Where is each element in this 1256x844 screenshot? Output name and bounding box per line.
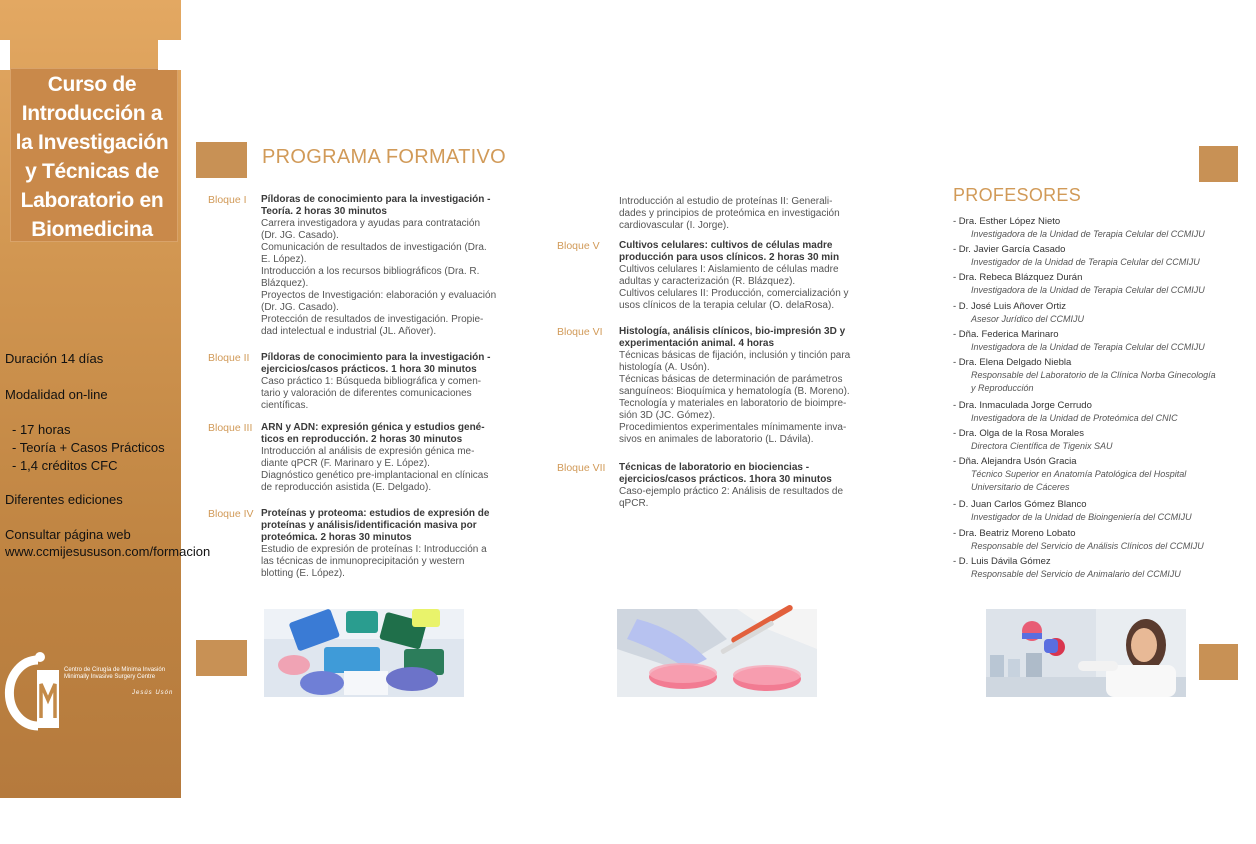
block-line: sivos en animales de laboratorio (L. Dávila). [619, 434, 814, 445]
block-line: Técnicas básicas de determinación de parámetros [619, 374, 843, 385]
professor-item [953, 328, 1253, 356]
block-line: Procedimientos experimentales mínimamente inva- [619, 422, 847, 433]
professors-heading: PROFESORES [953, 185, 1082, 205]
professor-name: - Dr. Javier García Casado [953, 244, 1066, 256]
professor-role: Universitario de Cáceres [971, 482, 1070, 493]
block-line: (Dr. JG. Casado). [261, 230, 339, 241]
course-title-line: Curso de [47, 73, 137, 96]
logo-line2: Minimally Invasive Surgery Centre [64, 674, 156, 680]
professor-name: - Dña. Federica Marinaro [953, 328, 1059, 340]
block-heading: Técnicas de laboratorio en biociencias - [619, 462, 810, 473]
credits-text: - 1,4 créditos CFC [12, 458, 118, 473]
professor-name: - D. Luis Dávila Gómez [953, 555, 1051, 567]
ccmi-logo [8, 650, 180, 740]
block-line: Carrera investigadora y ayudas para contratación [261, 218, 481, 229]
ccmi-logo-icon [8, 650, 62, 734]
decor-square [196, 142, 247, 178]
block-line: diante qPCR (F. Marinaro y E. López). [261, 458, 430, 469]
block-line: Cultivos celulares I: Aislamiento de células madre [619, 264, 839, 275]
block-line: Introducción al estudio de proteínas II: Generali- [619, 196, 833, 207]
professor-role: Responsable del Laboratorio de la Clínica Norba Ginecología [971, 369, 1216, 380]
hours-text: - 17 horas [12, 422, 71, 437]
block-line: dades y principios de proteómica en investigación [619, 208, 840, 219]
lab-photo-petri-image [617, 609, 817, 697]
consult-text: Consultar página web [5, 527, 131, 542]
decor-square [1199, 644, 1238, 680]
website-link[interactable]: www.ccmijesususon.com/formacion [5, 544, 211, 559]
block-line: sanguíneos: Bioquímica y hematología (B. Moreno). [619, 386, 850, 397]
block-heading: experimentación animal. 4 horas [619, 338, 775, 349]
block-heading: ticos en reproducción. 2 horas 30 minutos [261, 434, 463, 445]
professor-role: Investigadora de la Unidad de Terapia Celular del CCMIJU [971, 229, 1205, 239]
block-heading: Histología, análisis clínicos, bio-impresión 3D y [619, 326, 846, 337]
block-label: Bloque III [208, 422, 253, 434]
block-line: Caso práctico 1: Búsqueda bibliográfica y comen- [261, 376, 482, 387]
professor-item [953, 498, 1253, 526]
block-line: Caso-ejemplo práctico 2: Análisis de resultados de [619, 486, 844, 497]
professor-item [953, 243, 1253, 271]
professor-name: - Dra. Inmaculada Jorge Cerrudo [953, 399, 1092, 411]
professor-name: - D. José Luis Añover Ortiz [953, 300, 1066, 312]
block-line: Estudio de expresión de proteínas I: Introducción a [261, 544, 487, 555]
professor-name: - D. Juan Carlos Gómez Blanco [953, 499, 1087, 511]
block-heading: ejercicios/casos prácticos. 1 hora 30 minutos [261, 364, 477, 375]
lab-photo-scientist [986, 609, 1186, 697]
block-label: Bloque II [208, 352, 250, 364]
professor-item [953, 455, 1253, 498]
block-line: cardiovascular (I. Jorge). [619, 220, 730, 231]
professor-role: Directora Científica de Tigenix SAU [971, 441, 1113, 452]
professor-item [953, 555, 1253, 583]
professor-item [953, 271, 1253, 299]
professors-list [953, 215, 1253, 583]
course-title-line: la Investigación [15, 131, 169, 154]
lab-photo-scientist-image [986, 609, 1186, 697]
block-heading: Píldoras de conocimiento para la investigación - [261, 352, 491, 363]
block-heading: Proteínas y proteoma: estudios de expresión de [261, 508, 490, 519]
professor-role: y Reproducción [971, 382, 1034, 393]
sidebar [0, 0, 211, 798]
block-line: Técnicas básicas de fijación, inclusión y tinción para [619, 350, 851, 361]
block-heading: proteómica. 2 horas 30 minutos [261, 532, 412, 543]
block-line: (Dr. JG. Casado). [261, 302, 339, 313]
professor-item [953, 215, 1253, 243]
block-line: blotting (E. López). [261, 568, 345, 579]
course-title [4, 70, 180, 244]
block-line: usos clínicos de la terapia celular (O. delaRosa). [619, 300, 835, 311]
professor-role: Investigadora de la Unidad de Terapia Celular del CCMIJU [971, 285, 1205, 296]
professor-item [953, 300, 1253, 328]
professor-role: Investigadora de la Unidad de Proteómica del CNIC [971, 412, 1178, 423]
block-line: científicas. [261, 400, 309, 411]
block-line: Diagnóstico genético pre-implantacional en clínicas [261, 470, 489, 481]
block-line: Introducción al análisis de expresión génica me- [261, 446, 475, 457]
lab-photo-plates [264, 609, 464, 697]
block-line: las técnicas de inmunoprecipitación y western [261, 556, 465, 567]
decor-square [196, 640, 247, 676]
block-line: Comunicación de resultados de investigación (Dra. [261, 242, 487, 253]
lab-photo-plates-image [264, 609, 464, 697]
title-notch-right [158, 40, 181, 70]
block-line: adultas y caracterización (R. Blázquez). [619, 276, 796, 287]
block-line: sión 3D (JC. Gómez). [619, 410, 716, 421]
duration-text: Duración 14 días [5, 351, 104, 366]
professor-role: Asesor Jurídico del CCMIJU [971, 313, 1085, 324]
professor-name: - Dra. Elena Delgado Niebla [953, 356, 1072, 368]
block-line: dad intelectual e industrial (JL. Añover). [261, 326, 437, 337]
professor-item [953, 356, 1253, 399]
course-title-line: y Técnicas de [25, 160, 159, 183]
block-label: Bloque VII [557, 462, 606, 474]
professor-item [953, 427, 1253, 455]
block-line: E. López). [261, 254, 307, 265]
block-line: Tecnología y materiales en laboratorio de bioimpre- [619, 398, 847, 409]
professor-role: Investigador de la Unidad de Terapia Celular del CCMIJU [971, 257, 1200, 268]
title-notch-left [0, 40, 10, 70]
professor-role: Investigador de la Unidad de Bioingeniería del CCMIJU [971, 512, 1192, 523]
logo-line1: Centro de Cirugía de Mínima Invasión [64, 667, 166, 673]
professor-name: - Dra. Rebeca Blázquez Durán [953, 272, 1083, 284]
course-title-line: Laboratorio en [20, 189, 164, 212]
logo-line3: Jesús Usón [132, 690, 174, 696]
block-label: Bloque VI [557, 326, 603, 338]
block-line: de reproducción asistida (E. Delgado). [261, 482, 432, 493]
block-heading: Teoría. 2 horas 30 minutos [261, 206, 387, 217]
professor-name: - Dra. Olga de la Rosa Morales [953, 428, 1084, 440]
professor-role: Responsable del Servicio de Animalario del CCMIJU [971, 568, 1181, 579]
modality-text: Modalidad on-line [5, 387, 108, 402]
block-line: Proyectos de Investigación: elaboración y evaluación [261, 290, 497, 301]
block-line: Blázquez). [261, 278, 309, 289]
professor-role: Responsable del Servicio de Análisis Clínicos del CCMIJU [971, 540, 1204, 551]
professor-item [953, 399, 1253, 427]
professor-role: Investigadora de la Unidad de Terapia Celular del CCMIJU [971, 341, 1205, 352]
theory-text: - Teoría + Casos Prácticos [12, 440, 165, 455]
course-title-line: Biomedicina [31, 218, 153, 241]
block-heading: proteínas y análisis/identificación masiva por [261, 520, 477, 531]
professor-name: - Dra. Esther López Nieto [953, 216, 1061, 227]
block-label: Bloque I [208, 194, 247, 206]
program-heading: PROGRAMA FORMATIVO [262, 146, 506, 168]
decor-square [1199, 146, 1238, 182]
professor-item [953, 527, 1253, 555]
block-label: Bloque IV [208, 508, 254, 520]
block-line: histología (A. Usón). [619, 362, 710, 373]
block-line: Introducción a los recursos bibliográficos (Dra. R. [261, 266, 480, 277]
lab-photo-petri [617, 609, 817, 697]
editions-text: Diferentes ediciones [5, 492, 123, 507]
block-heading: producción para usos clínicos. 2 horas 30 min [619, 252, 840, 263]
professor-role: Técnico Superior en Anatomía Patológica del Hospital [971, 469, 1187, 480]
block-heading: ARN y ADN: expresión génica y estudios gené- [261, 422, 485, 433]
block-line: qPCR. [619, 498, 649, 509]
block-heading: Cultivos celulares: cultivos de células madre [619, 240, 833, 251]
course-title-line: Introducción a [21, 102, 163, 125]
professor-name: - Dra. Beatriz Moreno Lobato [953, 527, 1076, 539]
block-label: Bloque V [557, 240, 600, 252]
block-line: tario y valoración de diferentes comunicaciones [261, 388, 472, 399]
block-heading: ejercicios/casos prácticos. 1hora 30 minutos [619, 474, 832, 485]
block-line: Cultivos celulares II: Producción, comercialización y [619, 288, 849, 299]
professor-name: - Dña. Alejandra Usón Gracia [953, 456, 1077, 468]
block-heading: Píldoras de conocimiento para la investigación - [261, 194, 491, 205]
block-line: Protección de resultados de investigación. Propie- [261, 314, 484, 325]
